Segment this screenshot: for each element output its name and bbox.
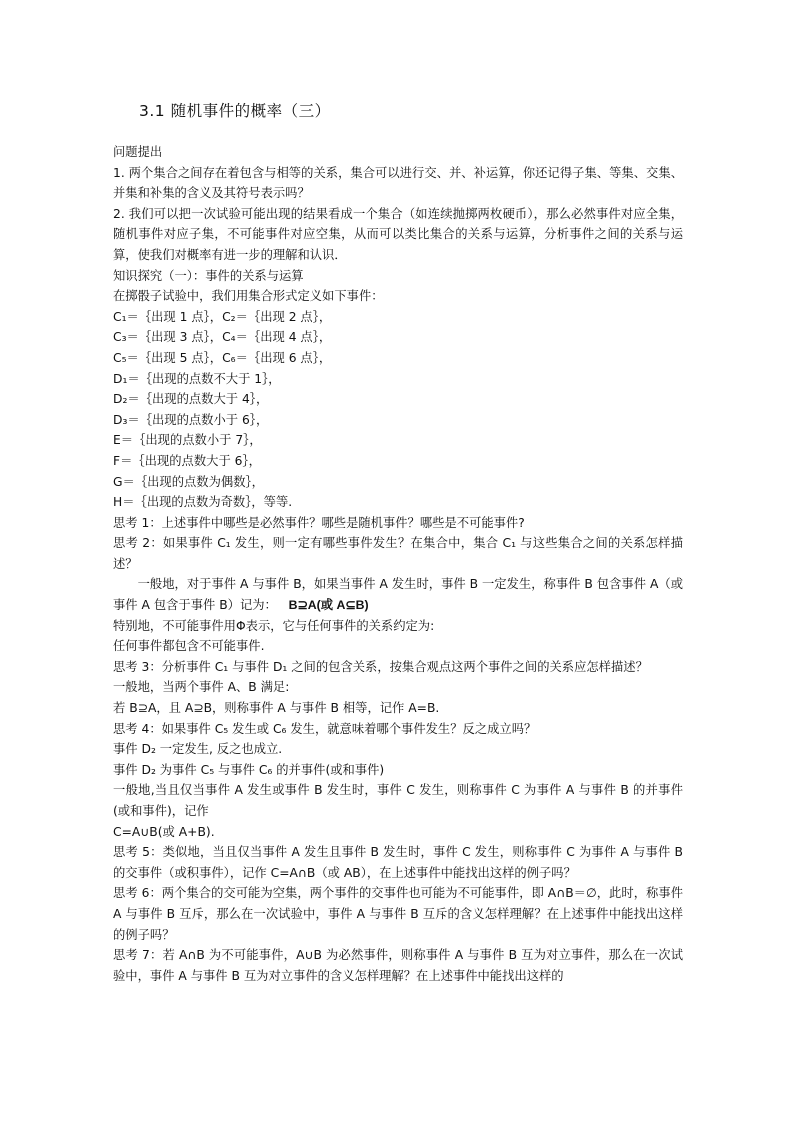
event-definition-d1: D₁＝｛出现的点数不大于 1｝， xyxy=(113,371,281,386)
paragraph-think-6: 思考 6：两个集合的交可能为空集，两个事件的交事件也可能为不可能事件，即 A∩B＝∅，此时，称事件 A 与事件 B 互斥，那么在一次试验中，事件 A 与事件 B 互斥的含义怎样理解？在上述事件中能找出这样的例子吗？ xyxy=(113,886,683,942)
paragraph-impossible-included: 任何事件都包含不可能事件. xyxy=(113,639,265,654)
inclusion-formula: B⊇A(或 A⊆B) xyxy=(288,598,369,613)
section-heading-explore: 知识探究（一）：事件的关系与运算 xyxy=(113,268,304,283)
inclusion-definition-text: 一般地，对于事件 A 与事件 B，如果当事件 A 发生时，事件 B 一定发生，称事件 B 包含事件 A（或事件 A 包含于事件 B）记为： xyxy=(113,577,683,613)
paragraph-think-1: 思考 1：上述事件中哪些是必然事件？哪些是随机事件？哪些是不可能事件? xyxy=(113,515,525,530)
paragraph-think-2: 思考 2：如果事件 C₁ 发生，则一定有哪些事件发生？在集合中，集合 C₁ 与这些集合之间的关系怎样描述？ xyxy=(113,536,683,571)
event-definition-c3-c4: C₃＝｛出现 3 点｝，C₄＝｛出现 4 点｝， xyxy=(113,330,332,345)
event-definition-d3: D₃＝｛出现的点数小于 6｝， xyxy=(113,412,269,427)
paragraph-impossible-event: 特别地，不可能事件用Φ表示，它与任何事件的关系约定为: xyxy=(113,618,435,633)
event-definition-f: F＝｛出现的点数大于 6｝， xyxy=(113,453,261,468)
event-definition-c1-c2: C₁＝｛出现 1 点｝，C₂＝｛出现 2 点｝， xyxy=(113,309,332,324)
event-definition-g: G＝｛出现的点数为偶数｝， xyxy=(113,474,264,489)
paragraph-union-example: 事件 D₂ 为事件 C₅ 与事件 C₆ 的并事件(或和事件) xyxy=(113,762,385,777)
section-heading-problem: 问题提出 xyxy=(113,145,163,159)
paragraph-equality-definition: 若 B⊇A，且 A⊇B，则称事件 A 与事件 B 相等，记作 A=B. xyxy=(113,701,440,716)
page-title: 3.1 随机事件的概率（三） xyxy=(139,102,331,120)
document-page xyxy=(113,100,683,986)
paragraph-inclusion-definition xyxy=(113,574,683,615)
paragraph-question-1: 1. 两个集合之间存在着包含与相等的关系，集合可以进行交、并、补运算，你还记得子集、等集、交集、并集和补集的含义及其符号表示吗？ xyxy=(113,165,683,201)
union-formula: C=A∪B(或 A+B). xyxy=(113,824,215,839)
paragraph-think-4: 思考 4：如果事件 C₅ 发生或 C₆ 发生，就意味着哪个事件发生？反之成立吗？ xyxy=(113,721,537,736)
paragraph-dice-intro: 在掷骰子试验中，我们用集合形式定义如下事件： xyxy=(113,289,384,304)
document-body xyxy=(113,142,683,986)
paragraph-think-5: 思考 5：类似地，当且仅当事件 A 发生且事件 B 发生时，事件 C 发生，则称事件 C 为事件 A 与事件 B 的交事件（或积事件），记作 C=A∩B（或 AB），在上述事件中能找出这样的例子吗？ xyxy=(113,845,683,880)
event-definition-h: H＝｛出现的点数为奇数｝，等等. xyxy=(113,495,293,510)
event-definition-d2: D₂＝｛出现的点数大于 4｝， xyxy=(113,392,269,407)
paragraph-think-3: 思考 3：分析事件 C₁ 与事件 D₁ 之间的包含关系，按集合观点这两个事件之间的关系应怎样描述？ xyxy=(113,659,648,674)
paragraph-union-definition: 一般地,当且仅当事件 A 发生或事件 B 发生时，事件 C 发生，则称事件 C 为事件 A 与事件 B 的并事件(或和事件)，记作 xyxy=(113,783,683,818)
event-definition-c5-c6: C₅＝｛出现 5 点｝，C₆＝｛出现 6 点｝， xyxy=(113,350,332,365)
event-definition-e: E＝｛出现的点数小于 7｝， xyxy=(113,433,262,448)
paragraph-question-2: 2. 我们可以把一次试验可能出现的结果看成一个集合（如连续抛掷两枚硬币），那么必然事件对应全集，随机事件对应子集，不可能事件对应空集，从而可以类比集合的关系与运算，分析事件之间的关系与运算，使我们对概率有进一步的理解和认识． xyxy=(113,206,683,262)
paragraph-equality-intro: 一般地，当两个事件 A、B 满足: xyxy=(113,680,290,695)
paragraph-d2-occurs: 事件 D₂ 一定发生, 反之也成立. xyxy=(113,742,283,757)
paragraph-think-7: 思考 7：若 A∩B 为不可能事件，A∪B 为必然事件，则称事件 A 与事件 B 互为对立事件，那么在一次试验中，事件 A 与事件 B 互为对立事件的含义怎样理解？在上述事件中能找出这样的 xyxy=(113,948,683,983)
